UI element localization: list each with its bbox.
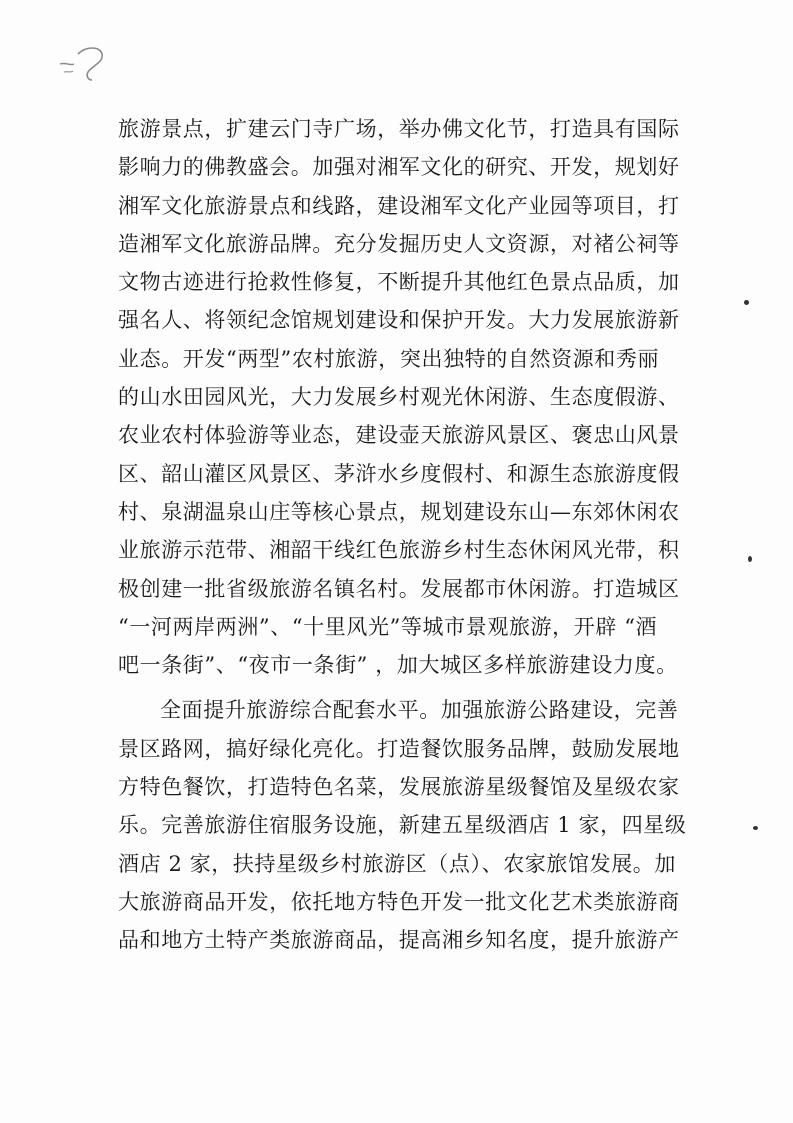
text-line: 吧一条街”、“夜市一条街” ，加大城区多样旅游建设力度。 [118, 653, 678, 678]
text-line: 品和地方土特产类旅游商品，提高湘乡知名度，提升旅游产 [118, 928, 680, 953]
text-line: 区、韶山灌区风景区、茅浒水乡度假村、和源生态旅游度假 [118, 461, 680, 486]
text-line: 旅游景点，扩建云门寺广场，举办佛文化节，打造具有国际 [118, 117, 680, 141]
text-line: 大旅游商品开发，依托地方特色开发一批文化艺术类旅游商 [118, 889, 680, 914]
text-line: 强名人、将领纪念馆规划建设和保护开发。大力发展旅游新 [118, 308, 680, 333]
text-line: 业旅游示范带、湘韶干线红色旅游乡村生态休闲风光带，积 [118, 538, 680, 563]
text-line: 造湘军文化旅游品牌。充分发掘历史人文资源，对褚公祠等 [118, 231, 680, 256]
text-line: 酒店 2 家，扶持星级乡村旅游区（点）、农家旅馆发展。加 [118, 851, 677, 876]
text-line: 乐。完善旅游住宿服务设施，新建五星级酒店 1 家，四星级 [118, 813, 687, 838]
paragraph-first-line: 全面提升旅游综合配套水平。加强旅游公路建设，完善 [160, 698, 679, 723]
text-line: “一河两岸两洲”、“十里风光”等城市景观旅游，开辟 “酒 [118, 614, 658, 639]
text-line: 景区路网，搞好绿化亮化。打造餐饮服务品牌，鼓励发展地 [118, 736, 680, 761]
text-line: 村、泉湖温泉山庄等核心景点，规划建设东山—东郊休闲农 [118, 499, 680, 524]
text-line: 农业农村体验游等业态，建设壶天旅游风景区、褒忠山风景 [118, 423, 680, 448]
text-line: 影响力的佛教盛会。加强对湘军文化的研究、开发，规划好 [118, 155, 680, 180]
scan-speck [753, 826, 758, 830]
scan-speck [748, 556, 752, 562]
text-line: 的山水田园风光，大力发展乡村观光休闲游、生态度假游、 [118, 385, 680, 410]
text-line: 文物古迹进行抢救性修复，不断提升其他红色景点品质，加 [118, 270, 680, 295]
text-line: 极创建一批省级旅游名镇名村。发展都市休闲游。打造城区 [118, 576, 680, 601]
text-line: 业态。开发“两型”农村旅游，突出独特的自然资源和秀丽 [118, 346, 660, 371]
text-line: 湘军文化旅游景点和线路，建设湘军文化产业园等项目，打 [118, 193, 680, 218]
scan-speck [744, 300, 749, 305]
body-text [118, 110, 698, 960]
text-line: 方特色餐饮，打造特色名菜，发展旅游星级餐馆及星级农家 [118, 775, 680, 800]
handwritten-mark [58, 42, 110, 82]
